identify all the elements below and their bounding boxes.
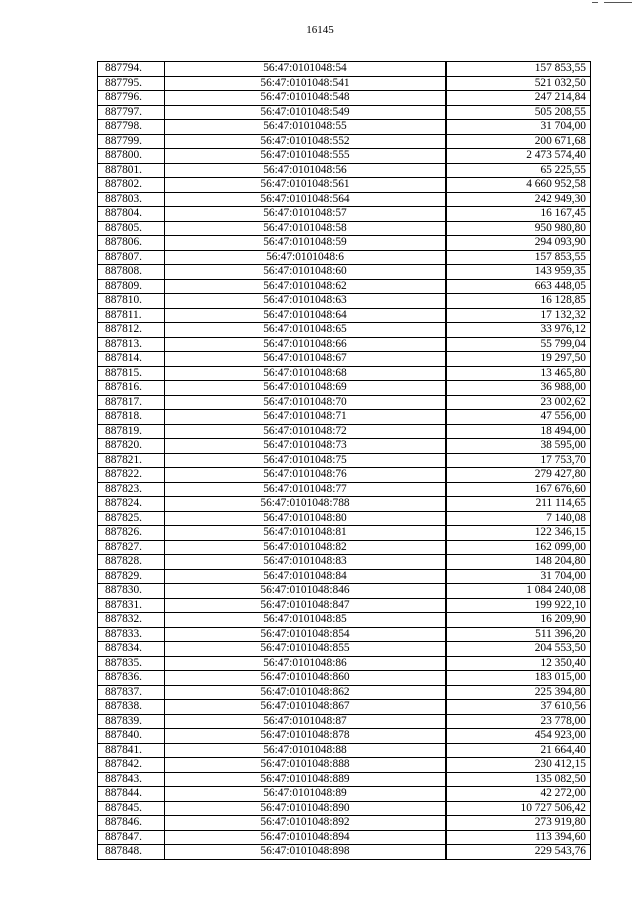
table-row [98,511,591,526]
table-row [98,830,591,845]
cadastral-number-cell: 56:47:0101048:72 [165,424,446,439]
cadastral-number-cell: 56:47:0101048:83 [165,555,446,570]
table-row [98,178,591,193]
row-number-cell: 887842. [98,758,165,773]
cadastral-value-cell: 211 114,65 [447,497,591,512]
cadastral-value-cell: 4 660 952,58 [447,178,591,193]
cadastral-number-cell: 56:47:0101048:71 [165,410,446,425]
table-row [98,366,591,381]
cadastral-value-cell: 16 209,90 [447,613,591,628]
table-row [98,845,591,860]
table-row [98,91,591,106]
row-number-cell: 887815. [98,366,165,381]
row-number-cell: 887810. [98,294,165,309]
table-row [98,294,591,309]
cadastral-number-cell: 56:47:0101048:846 [165,584,446,599]
row-number-cell: 887794. [98,62,165,77]
cadastral-number-cell: 56:47:0101048:541 [165,76,446,91]
cadastral-value-cell: 183 015,00 [447,671,591,686]
row-number-cell: 887821. [98,453,165,468]
table-row [98,308,591,323]
table-row [98,584,591,599]
row-number-cell: 887811. [98,308,165,323]
cadastral-number-cell: 56:47:0101048:548 [165,91,446,106]
row-number-cell: 887832. [98,613,165,628]
cadastral-number-cell: 56:47:0101048:56 [165,163,446,178]
row-number-cell: 887808. [98,265,165,280]
row-number-cell: 887826. [98,526,165,541]
cadastral-number-cell: 56:47:0101048:894 [165,830,446,845]
cadastral-value-cell: 242 949,30 [447,192,591,207]
cadastral-number-cell: 56:47:0101048:57 [165,207,446,222]
cadastral-value-cell: 135 082,50 [447,772,591,787]
cadastral-value-cell: 17 753,70 [447,453,591,468]
table-row [98,569,591,584]
row-number-cell: 887828. [98,555,165,570]
cadastral-value-cell: 33 976,12 [447,323,591,338]
row-number-cell: 887804. [98,207,165,222]
table-row [98,424,591,439]
table-row [98,76,591,91]
cadastral-value-cell: 10 727 506,42 [447,801,591,816]
row-number-cell: 887809. [98,279,165,294]
table-row [98,105,591,120]
table-row [98,613,591,628]
table-row [98,801,591,816]
table-body [98,62,591,860]
row-number-cell: 887800. [98,149,165,164]
row-number-cell: 887822. [98,468,165,483]
cadastral-number-cell: 56:47:0101048:84 [165,569,446,584]
row-number-cell: 887807. [98,250,165,265]
row-number-cell: 887841. [98,743,165,758]
table-row [98,700,591,715]
table-row [98,743,591,758]
cadastral-value-cell: 42 272,00 [447,787,591,802]
cadastral-number-cell: 56:47:0101048:82 [165,540,446,555]
cadastral-value-table [97,61,591,860]
table-row [98,671,591,686]
cadastral-number-cell: 56:47:0101048:76 [165,468,446,483]
row-number-cell: 887838. [98,700,165,715]
cadastral-value-cell: 157 853,55 [447,250,591,265]
table-row [98,221,591,236]
row-number-cell: 887797. [98,105,165,120]
table-row [98,656,591,671]
cadastral-value-cell: 511 396,20 [447,627,591,642]
row-number-cell: 887803. [98,192,165,207]
table-row [98,685,591,700]
row-number-cell: 887823. [98,482,165,497]
row-number-cell: 887827. [98,540,165,555]
table-row [98,816,591,831]
row-number-cell: 887845. [98,801,165,816]
cadastral-value-cell: 19 297,50 [447,352,591,367]
cadastral-value-cell: 122 346,15 [447,526,591,541]
row-number-cell: 887812. [98,323,165,338]
cadastral-value-cell: 17 132,32 [447,308,591,323]
row-number-cell: 887839. [98,714,165,729]
cadastral-number-cell: 56:47:0101048:892 [165,816,446,831]
table-row [98,787,591,802]
cadastral-number-cell: 56:47:0101048:55 [165,120,446,135]
cadastral-number-cell: 56:47:0101048:854 [165,627,446,642]
cadastral-value-cell: 65 225,55 [447,163,591,178]
cadastral-number-cell: 56:47:0101048:878 [165,729,446,744]
cadastral-number-cell: 56:47:0101048:561 [165,178,446,193]
cadastral-value-cell: 37 610,56 [447,700,591,715]
table-row [98,149,591,164]
table-row [98,207,591,222]
row-number-cell: 887818. [98,410,165,425]
cadastral-value-cell: 204 553,50 [447,642,591,657]
cadastral-number-cell: 56:47:0101048:89 [165,787,446,802]
cadastral-value-cell: 38 595,00 [447,439,591,454]
cadastral-number-cell: 56:47:0101048:88 [165,743,446,758]
row-number-cell: 887844. [98,787,165,802]
cadastral-number-cell: 56:47:0101048:555 [165,149,446,164]
cadastral-value-cell: 47 556,00 [447,410,591,425]
cadastral-number-cell: 56:47:0101048:81 [165,526,446,541]
row-number-cell: 887825. [98,511,165,526]
table-row [98,381,591,396]
table-row [98,627,591,642]
row-number-cell: 887833. [98,627,165,642]
row-number-cell: 887848. [98,845,165,860]
cadastral-value-cell: 36 988,00 [447,381,591,396]
cadastral-number-cell: 56:47:0101048:77 [165,482,446,497]
table-row [98,468,591,483]
row-number-cell: 887817. [98,395,165,410]
cadastral-number-cell: 56:47:0101048:68 [165,366,446,381]
cadastral-value-cell: 167 676,60 [447,482,591,497]
row-number-cell: 887840. [98,729,165,744]
table-row [98,62,591,77]
cadastral-number-cell: 56:47:0101048:65 [165,323,446,338]
table-row [98,337,591,352]
row-number-cell: 887837. [98,685,165,700]
cadastral-number-cell: 56:47:0101048:70 [165,395,446,410]
cadastral-value-cell: 200 671,68 [447,134,591,149]
cadastral-number-cell: 56:47:0101048:66 [165,337,446,352]
table-row [98,714,591,729]
cadastral-number-cell: 56:47:0101048:890 [165,801,446,816]
cadastral-value-cell: 505 208,55 [447,105,591,120]
cadastral-number-cell: 56:47:0101048:855 [165,642,446,657]
cadastral-value-cell: 113 394,60 [447,830,591,845]
row-number-cell: 887795. [98,76,165,91]
cadastral-value-cell: 12 350,40 [447,656,591,671]
cadastral-number-cell: 56:47:0101048:889 [165,772,446,787]
row-number-cell: 887819. [98,424,165,439]
row-number-cell: 887806. [98,236,165,251]
cadastral-number-cell: 56:47:0101048:54 [165,62,446,77]
row-number-cell: 887834. [98,642,165,657]
row-number-cell: 887831. [98,598,165,613]
table-row [98,192,591,207]
cadastral-value-cell: 273 919,80 [447,816,591,831]
cadastral-number-cell: 56:47:0101048:87 [165,714,446,729]
table-row [98,482,591,497]
table-row [98,772,591,787]
cadastral-number-cell: 56:47:0101048:75 [165,453,446,468]
cadastral-number-cell: 56:47:0101048:552 [165,134,446,149]
table-row [98,758,591,773]
cadastral-value-cell: 229 543,76 [447,845,591,860]
cadastral-value-cell: 55 799,04 [447,337,591,352]
cadastral-number-cell: 56:47:0101048:564 [165,192,446,207]
cadastral-value-cell: 521 032,50 [447,76,591,91]
cadastral-number-cell: 56:47:0101048:73 [165,439,446,454]
table-row [98,352,591,367]
cadastral-number-cell: 56:47:0101048:860 [165,671,446,686]
cadastral-value-cell: 199 922,10 [447,598,591,613]
cadastral-value-cell: 143 959,35 [447,265,591,280]
cadastral-value-cell: 23 778,00 [447,714,591,729]
row-number-cell: 887830. [98,584,165,599]
cadastral-value-cell: 294 093,90 [447,236,591,251]
cadastral-value-cell: 2 473 574,40 [447,149,591,164]
cadastral-number-cell: 56:47:0101048:69 [165,381,446,396]
row-number-cell: 887847. [98,830,165,845]
cadastral-value-cell: 31 704,00 [447,120,591,135]
cadastral-number-cell: 56:47:0101048:59 [165,236,446,251]
table-row [98,265,591,280]
cadastral-value-cell: 162 099,00 [447,540,591,555]
cadastral-value-cell: 1 084 240,08 [447,584,591,599]
cadastral-value-cell: 18 494,00 [447,424,591,439]
row-number-cell: 887798. [98,120,165,135]
cadastral-value-cell: 7 140,08 [447,511,591,526]
cadastral-number-cell: 56:47:0101048:67 [165,352,446,367]
cadastral-number-cell: 56:47:0101048:788 [165,497,446,512]
row-number-cell: 887801. [98,163,165,178]
row-number-cell: 887805. [98,221,165,236]
table-row [98,395,591,410]
cadastral-value-cell: 279 427,80 [447,468,591,483]
row-number-cell: 887814. [98,352,165,367]
table-row [98,236,591,251]
cadastral-number-cell: 56:47:0101048:86 [165,656,446,671]
table-row [98,439,591,454]
page-number: 16145 [306,24,334,36]
cadastral-value-cell: 157 853,55 [447,62,591,77]
cadastral-value-cell: 23 002,62 [447,395,591,410]
row-number-cell: 887835. [98,656,165,671]
cadastral-number-cell: 56:47:0101048:85 [165,613,446,628]
cadastral-value-cell: 148 204,80 [447,555,591,570]
cadastral-number-cell: 56:47:0101048:888 [165,758,446,773]
table-row [98,540,591,555]
cadastral-value-cell: 21 664,40 [447,743,591,758]
table-row [98,410,591,425]
table-row [98,453,591,468]
row-number-cell: 887813. [98,337,165,352]
cadastral-value-cell: 31 704,00 [447,569,591,584]
table-row [98,526,591,541]
row-number-cell: 887799. [98,134,165,149]
table-row [98,163,591,178]
cadastral-number-cell: 56:47:0101048:862 [165,685,446,700]
row-number-cell: 887820. [98,439,165,454]
cadastral-value-cell: 16 167,45 [447,207,591,222]
cadastral-number-cell: 56:47:0101048:6 [165,250,446,265]
row-number-cell: 887824. [98,497,165,512]
row-number-cell: 887843. [98,772,165,787]
cadastral-value-cell: 230 412,15 [447,758,591,773]
table-row [98,598,591,613]
cadastral-number-cell: 56:47:0101048:62 [165,279,446,294]
cadastral-number-cell: 56:47:0101048:549 [165,105,446,120]
row-number-cell: 887829. [98,569,165,584]
scan-corner-mark [592,2,632,4]
cadastral-value-cell: 16 128,85 [447,294,591,309]
cadastral-number-cell: 56:47:0101048:80 [165,511,446,526]
table-row [98,120,591,135]
cadastral-value-cell: 225 394,80 [447,685,591,700]
row-number-cell: 887836. [98,671,165,686]
table-row [98,134,591,149]
cadastral-value-cell: 247 214,84 [447,91,591,106]
table-row [98,729,591,744]
cadastral-number-cell: 56:47:0101048:867 [165,700,446,715]
table-row [98,555,591,570]
row-number-cell: 887846. [98,816,165,831]
cadastral-value-cell: 950 980,80 [447,221,591,236]
row-number-cell: 887802. [98,178,165,193]
cadastral-number-cell: 56:47:0101048:64 [165,308,446,323]
cadastral-value-cell: 454 923,00 [447,729,591,744]
table-row [98,279,591,294]
cadastral-value-cell: 663 448,05 [447,279,591,294]
cadastral-value-cell: 13 465,80 [447,366,591,381]
table-row [98,323,591,338]
cadastral-number-cell: 56:47:0101048:60 [165,265,446,280]
row-number-cell: 887796. [98,91,165,106]
table-row [98,642,591,657]
cadastral-number-cell: 56:47:0101048:63 [165,294,446,309]
row-number-cell: 887816. [98,381,165,396]
table-row [98,250,591,265]
cadastral-number-cell: 56:47:0101048:847 [165,598,446,613]
cadastral-number-cell: 56:47:0101048:898 [165,845,446,860]
table-row [98,497,591,512]
cadastral-number-cell: 56:47:0101048:58 [165,221,446,236]
